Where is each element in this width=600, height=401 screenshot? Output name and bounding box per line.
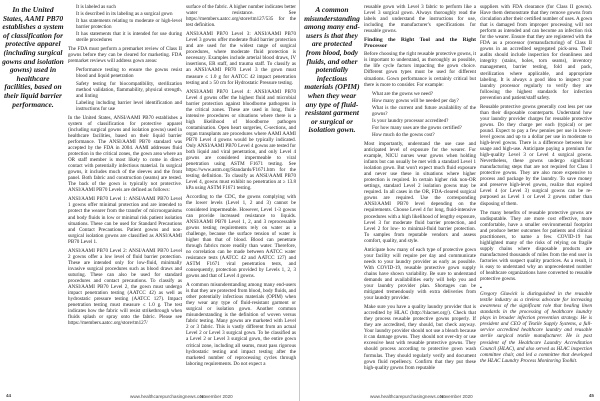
list-item: • Safety testing for biocompatibility, sterilization method validation, flammability, physical strength, and linting — [76, 81, 182, 99]
article-column-2 — [186, 4, 296, 390]
list-item: • What are the gowns we need? — [372, 91, 476, 97]
paragraph: suppliers with FDA clearance (for Class II gowns). Have them demonstrate that they remove gowns from circulation after their certified number of uses. A gown that is damaged from improper processing will not perform as intended and can become an infection risk for the wearer. Ensure that they are registered with the FDA as a processor (remanufacturing) of Class II gowns in an accredited segregated pick-area. Their audits should include inspection for cleanliness and integrity (stains, holes, torn seams), inventory management, barrier testing, fold and pack, sterilization where applicable, and appropriate labeling. It is always a good idea to inspect your laundry processor regularly to verify they are following the highest standards for infection prevention and patient/staff safety. — [480, 4, 592, 101]
bullet-list — [68, 4, 182, 43]
paragraph: According to the CDC, the gowns complying with the lower levels (Level 1, 2 and 3) cannot be considered impermeable. However, Level 1-3 gowns can provide increased resistance to liquids. ANSI/AAMI PB70 Level 1, 2, and 3 reprocessable gowns testing requirements rely on water as a challenge, because the surface tension of water is higher than that of blood. Blood can penetrate through fabrics more readily than water. Therefore, no correlation can be made between AATCC water resistance tests (AATCC 42 and AATCC 127) and ASTM F1671 viral penetration tests, and consequently, protection provided by Levels 1, 2, 3 gowns and that of Level 4 gowns. — [186, 194, 296, 280]
list-item: • Performance testing to ensure the gowns resist blood and liquid penetration — [76, 67, 182, 79]
page-number-right: 45 — [588, 393, 594, 398]
footer-date-right: November 2020 — [440, 394, 473, 399]
list-item: • It has statements that it is intended for use during sterile procedures — [76, 31, 182, 43]
right-page — [300, 0, 600, 392]
paragraph: The many benefits of reusable protective gowns are undisputable. They are more cost effective, more comfortable, have a smaller environmental footprint and produce better outcomes for patients and clinical practitioners, to name a few. COVID-19 has highlighted many of the risks of relying on fragile supply chains where disposable products are manufactured thousands of miles from the end user in factories with suspect quality practices. As a result, it is easy to understand why an unprecedented number of healthcare organizations have converted to reusable protective gowns. — [480, 209, 592, 283]
footer-url-right[interactable]: www.healthcarepurchasingnews.com — [370, 394, 446, 399]
left-page — [0, 0, 300, 392]
paragraph: Most importantly, understand the use case and anticipated level of exposure for the wearer. For example, NICU nurses wear gowns when holding infants but can usually be met with a standard Level 1 isolation gown. But won't expect much fluid exposure and never use these in situations where higher protection is required. In certain higher risk non-OR settings, standard Level 2 isolation gowns may be required. In all cases in the OR, FDA-cleared surgical gowns are required. Use the corresponding ANSI/AAMI PB70 level depending on the requirements. Choose Level 4 for long, fluid-intensive procedures with a high likelihood of lengthy exposure, Level 3 for moderate fluid barrier protection, and Level 2 for low- to minimal-fluid barrier protection. To samples from reputable vendors and assess comfort, quality, and style. — [364, 140, 476, 244]
list-item: • It is labeled as such — [76, 4, 182, 10]
paragraph: Make sure you have a quality laundry provider that is accredited by HLAC (http://hlacnet.org/). Check that they process reusable protective gowns properly. If they are accredited, they should, but check anyway. Your laundry provider should not use a bleach because it can damage gowns. They should not over-dry or use excessive heat with reusable protective gowns. They should process according to protective gown wash formulas. They should regularly verify and document gown fluid repellency. Confirm that they put these high-quality gowns from reputable — [364, 304, 476, 371]
pull-quote: A common misunderstanding among many end-users is that they are protected from blood, body fluids, and other potentially infectious materials (OPIM) when they wear any type of fluid-resistant garment or surgical or isolation gown. — [304, 5, 360, 135]
paragraph: Before choosing the right reusable protective gowns, it is important to understand, as thoroughly as possible, the life cycle factors impacting the gown choice. Different gown types must be used for different situations. Gown performance is certainly critical but there is more to consider. For example: — [364, 51, 476, 88]
list-item: • It has statements relating to moderate or high-level barrier protection — [76, 18, 182, 30]
paragraph: ANSI/AAMI PB70 Level 2: ANSI/AAMI PB70 Level 2 gowns offer a low level of fluid barrier protection. These are intended only for low-fluid, minimally invasive surgical procedures such as blood draws and suturing. These can also be used for standard procedures and contact precautions. To classify as ANSI/AAMI PB70 Level 2, the gown must undergo impact penetration testing (AATCC 42) as well as hydrostatic pressure testing (AATCC 127). Impact penetration testing must measure ≤ 1.0 g. The test indicates how the fabric will resist strikethrough when fluids splash or spray onto the fabric. Please see https://members.aatcc.org/store/tm127/ — [68, 247, 182, 327]
section-heading: Finding the Right Tool and the Right Processor — [364, 37, 476, 50]
end-mark: ▪ — [480, 285, 482, 292]
author-bio: Gregory Gluwick is distinguished in the reusable textile industry as a tireless advocate for increasing awareness of the significant role that healing linen standards in the processing of healthcare laundry plays in broader infection prevention strategy. He is president and CEO of Textile Supply Systems, a full-service accredited healthcare laundry and reusable sterile surgical textile manufacturer. He is past president of the Healthcare Laundry Accreditation Council (HLAC), and also served as HLAC inspection committee chair, and led a committee that developed the HLAC Laundry Process Monitoring Toolkit. — [480, 291, 592, 364]
list-item: • How many gowns will be needed per day? — [372, 98, 476, 104]
article-column-3 — [364, 4, 476, 390]
bullet-list — [68, 67, 182, 111]
paragraph: A common misunderstanding among many end-users is that they are protected from blood, body fluids, and other potentially infectious materials (OPIM) when they wear any type of fluid-resistant garment or surgical or isolation gown. Another common misunderstanding is the definition of woven versus fabric testing. Many gowns are marketed with Level 2 or 3 fabric. This is vastly different from an actual Level 2 or Level 3 surgical gown. To be classified as a Level 2 or Level 3 surgical gown, the entire gown critical zone, including all seams, must pass rigorous hydrostatic testing and impact testing after the marketed number of reprocessing cycles through laboring requirements. Do not expect a — [186, 282, 296, 367]
paragraph: Reusable protective gowns generally cost less per use than their disposable counterparts. Understand how your laundry provider charges for reusable protective gowns. Do they charge per each (typical) or per pound. Expect to pay a few pennies per use in lower-level gowns and up to a dollar per use in moderate to high-level gowns. There is a difference between low usage and high-use. Anticipate paying a premium for high-quality Level 3 or Level 4 surgical gowns. Nevertheless, these gowns undergo significant manufacturing steps that are not required for Class I protective gowns. They are also more expensive to process and package by the laundry. To save money and preserve high-level gowns, realize that expired Level 4 (or Level 3) surgical gowns can be re-purposed as Level 1 or Level 2 gowns rather than disposing of them. — [480, 103, 592, 207]
paragraph: ANSI/AAMI PB70 Level 1: ANSI/AAMI PB70 Level 1 gowns offer minimal protection and are intended to protect the wearer from the transfer of microorganisms and body fluids in low or minimal risk patient isolation situations. These can be used for Standard Precautions and Contact Precautions. Patient gowns and non-surgical isolation gowns are classified as ANSI/AAMI PB70 Level 1. — [68, 196, 182, 245]
list-item: • Labeling including barrier level identification and instructions for use — [76, 100, 182, 112]
footer-url-left[interactable]: www.healthcarepurchasingnews.com — [130, 394, 206, 399]
list-item: • Is your laundry processor accredited? — [372, 118, 476, 124]
pull-quote: In the United States, AAMI PB70 establishes a system of classification for protective apparel (including surgical gowns and isolation gowns) used in healthcare facilities, based on their liquid barrier performance. — [2, 5, 64, 109]
paragraph: The FDA must perform a premarket review of Class II gowns before they can be cleared for marketing. FDA premarket reviews will address gown areas: — [68, 46, 182, 65]
paragraph: ANSI/AAMI PB70 Level 3: ANSI/AAMI PB70 Level 3 gowns offer moderate fluid barrier protection and are used for the widest range of surgical procedures, where moderate fluid protection is necessary. Examples include arterial blood draws, IV insertions, ER staff, and trauma staff. To classify as an ANSI/AAMI PB70 Level 3 the gown must measure ≤ 1.0 g for AATCC 42 impact penetration testing and ≥ 50 cm for Hydrostatic Pressure testing. — [186, 31, 296, 86]
paragraph: In the United States, ANSI/AAMI PB70 establishes a system of classification for protective apparel (including surgical gowns and isolation gowns) used in healthcare facilities, based on their liquid barrier performance. The ANSI/AAMI PB70 standard was accepted by the FDA in 2004. AAMI addresses fluid protection in the critical zones, the gown area where an OR staff member is most likely to come in direct contact with potentially infectious material. In surgical gowns, it includes much of the sleeves and the front panel. Both fabric and construction (seams) are tested. The back of the gown is typically not protective. ANSI/AAMI PB70 Levels are defined as follows: — [68, 114, 182, 194]
page-number-left: 44 — [6, 393, 12, 398]
article-column-4 — [480, 4, 592, 390]
list-item: • For how many uses are the gowns certified? — [372, 125, 476, 131]
footer-date-left: November 2020 — [200, 394, 233, 399]
paragraph: reusable gown with Level 3 fabric to perform like a Level 3 surgical gown. Always thoroughly read the labels and understand the instructions for use, including the manufacturer's specifications for reusable gowns. — [364, 4, 476, 35]
list-item: • What is the current and future availability of the gowns? — [372, 105, 476, 117]
list-item: • It is described in its labeling as a surgical gown — [76, 11, 182, 17]
paragraph: surface of the fabric. A higher number indicates better water resistance. See https://members.aatcc.org/store/tm127/535 for the test definition. — [186, 4, 296, 29]
page-footer — [0, 392, 600, 401]
article-column-1 — [68, 4, 182, 390]
list-item: • How much do the gowns cost? — [372, 132, 476, 138]
paragraph: ANSI/AAMI PB70 Level 4: ANSI/AAMI PB70 Level 4 gowns offer the highest fluid and microbial barrier protection against bloodborne pathogens in the critical zones. These are used in long, fluid-intensive procedures or situations where there is a high likelihood of bloodborne pathogen contamination. Open heart surgeries, C-sections, and organ transplants are procedures where AAMI AAMI PB70 Level 4 gowns would be typically indicated. Only ANSI/AAMI PB70 Level 4 gowns are tested for both liquid and viral penetration, and only Level 4 gowns are considered impermeable to viral penetration using ASTM F1671 testing. See https://www.astm.org/Standards/F1671.htm for the testing definition. To classify as ANSI/AAMI PB70 Level 4, gowns must exhibit no penetration at ≥ 13.8 kPa using ASTM F1671 testing. — [186, 88, 296, 192]
bullet-list — [364, 91, 476, 138]
paragraph: Anticipate how many of each type of protective gown your facility will require per day and communicate needs to your laundry provider as early as possible. With COVID-19, reusable protective gown supply chains have shown variability. Be sure to understand demands and availabilities early will help you and your laundry provider plan. Shortages can be mitigated tremendously with extra deliveries from your laundry provider. — [364, 246, 476, 302]
